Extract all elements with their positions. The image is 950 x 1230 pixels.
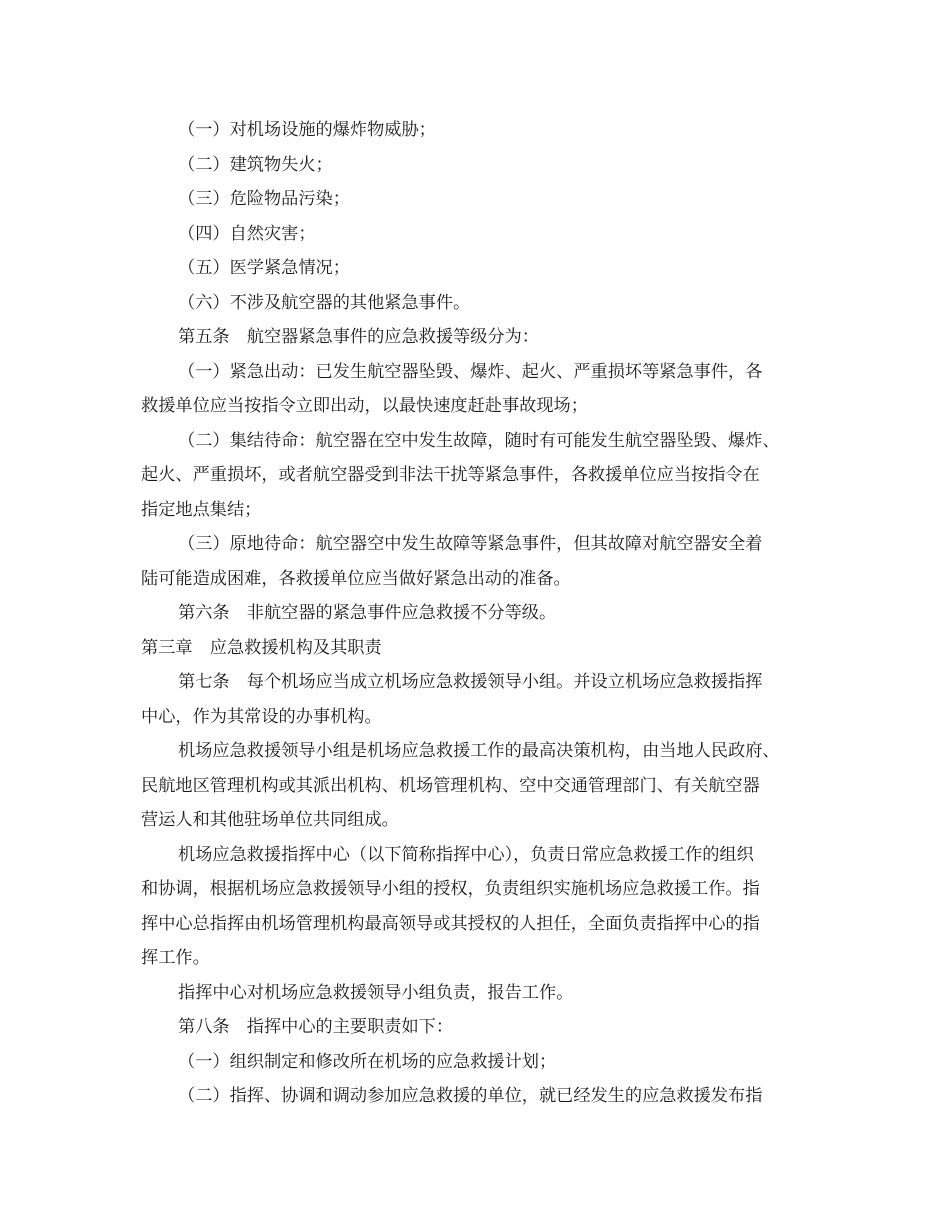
paragraph-line: （三）原地待命：航空器空中发生故障等紧急事件，但其故障对航空器安全着 [178,534,763,554]
paragraph-line: 机场应急救援指挥中心（以下简称指挥中心），负责日常应急救援工作的组织 [178,845,754,865]
list-item: （五）医学紧急情况； [178,258,350,278]
paragraph-line: 陆可能造成困难，各救援单位应当做好紧急出动的准备。 [141,569,571,589]
paragraph-line: 中心，作为其常设的办事机构。 [141,707,382,727]
list-item: （一）组织制定和修改所在机场的应急救援计划； [178,1052,557,1072]
paragraph-line: 挥中心总指挥由机场管理机构最高领导或其授权的人担任，全面负责指挥中心的指 [141,914,760,934]
paragraph-line: （二）集结待命：航空器在空中发生故障，随时有可能发生航空器坠毁、爆炸、 [178,431,780,451]
article-heading: 第五条 航空器紧急事件的应急救援等级分为： [178,327,539,347]
paragraph-line: 民航地区管理机构或其派出机构、机场管理机构、空中交通管理部门、有关航空器 [141,776,760,796]
list-item: （二）建筑物失火； [178,155,333,175]
paragraph-line: （一）紧急出动：已发生航空器坠毁、爆炸、起火、严重损坏等紧急事件，各 [178,362,763,382]
list-item: （三）危险物品污染； [178,189,350,209]
chapter-heading: 第三章 应急救援机构及其职责 [141,638,382,658]
list-item: （六）不涉及航空器的其他紧急事件。 [178,293,471,313]
article-heading: 第六条 非航空器的紧急事件应急救援不分等级。 [178,603,557,623]
paragraph-line: 挥工作。 [141,948,210,968]
paragraph-line: 营运人和其他驻场单位共同组成。 [141,810,399,830]
list-item: （二）指挥、协调和调动参加应急救援的单位，就已经发生的应急救援发布指 [178,1086,763,1106]
paragraph-line: 起火、严重损坏，或者航空器受到非法干扰等紧急事件，各救援单位应当按指令在 [141,465,760,485]
paragraph-line: 指挥中心对机场应急救援领导小组负责，报告工作。 [178,983,574,1003]
paragraph-line: 第七条 每个机场应当成立机场应急救援领导小组。并设立机场应急救援指挥 [178,672,763,692]
paragraph-line: 指定地点集结； [141,500,262,520]
list-item: （四）自然灾害； [178,224,316,244]
paragraph-line: 和协调，根据机场应急救援领导小组的授权，负责组织实施机场应急救援工作。指 [141,879,760,899]
paragraph-line: 救援单位应当按指令立即出动，以最快速度赶赴事故现场； [141,396,588,416]
list-item: （一）对机场设施的爆炸物威胁； [178,120,436,140]
paragraph-line: 机场应急救援领导小组是机场应急救援工作的最高决策机构，由当地人民政府、 [178,741,780,761]
article-heading: 第八条 指挥中心的主要职责如下： [178,1017,454,1037]
